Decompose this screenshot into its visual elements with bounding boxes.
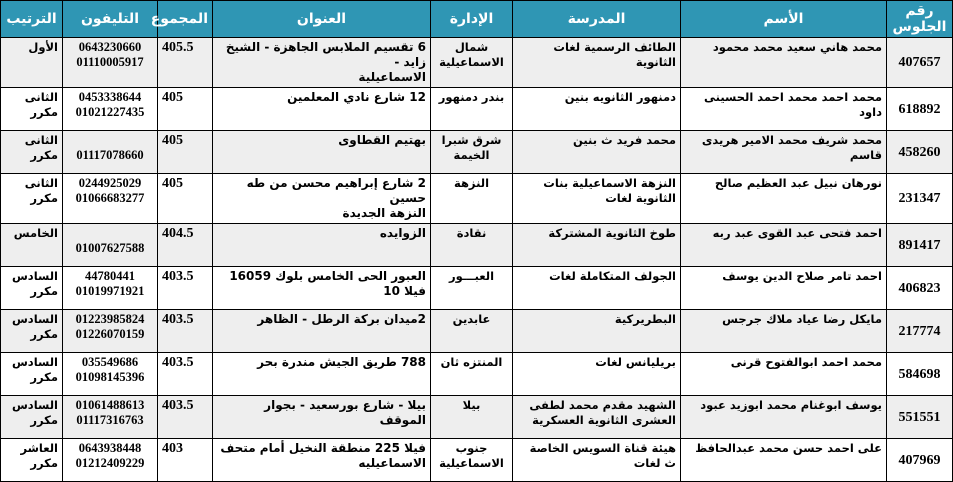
cell-seat: 584698 (887, 353, 953, 396)
header-school: المدرسة (513, 1, 681, 38)
cell-line: 0244925029 (78, 176, 142, 190)
cell-line: 01223985824 (75, 312, 145, 326)
cell-line: 01117316763 (76, 413, 144, 427)
cell-school (513, 396, 681, 439)
table-row (1, 353, 953, 396)
cell-line: مكرر (30, 370, 58, 384)
cell-seat: 407657 (887, 38, 953, 88)
cell-line: 01098145396 (75, 370, 145, 384)
cell-seat: 407969 (887, 439, 953, 482)
cell-address (213, 174, 431, 224)
cell-line: احمد فتحى عبد القوى عبد ربه (712, 226, 882, 240)
cell-line: 44780441 (85, 269, 135, 283)
cell-admin (431, 439, 513, 482)
cell-rank (1, 267, 63, 310)
cell-line (67, 133, 153, 148)
cell-line: العاشر (20, 441, 58, 455)
cell-line: 788 طريق الجيش مندرة بحر (257, 355, 426, 369)
cell-seat: 217774 (887, 310, 953, 353)
cell-line: 0643938448 (78, 441, 142, 455)
cell-address (213, 267, 431, 310)
cell-line: الزوايده (379, 226, 426, 240)
cell-rank (1, 396, 63, 439)
cell-admin (431, 310, 513, 353)
cell-total: 405 (158, 88, 213, 131)
header-name: الأسم (681, 1, 887, 38)
cell-admin (431, 38, 513, 88)
cell-line: محمد احمد محمد احمد الحسينى داود (704, 90, 882, 119)
cell-line: بندر دمنهور (438, 90, 505, 104)
cell-line: 01110005917 (76, 55, 144, 69)
cell-phone (63, 174, 158, 224)
cell-line: 12 شارع نادي المعلمين (287, 90, 426, 104)
cell-line: 2ميدان بركة الرطل - الظاهر (257, 312, 426, 326)
cell-line (67, 226, 153, 241)
table-row (1, 88, 953, 131)
cell-line: الأول (28, 40, 58, 54)
cell-phone (63, 439, 158, 482)
cell-name (681, 88, 887, 131)
cell-name (681, 267, 887, 310)
cell-line: احمد تامر صلاح الدين يوسف (722, 269, 882, 283)
cell-total: 403.5 (158, 267, 213, 310)
cell-address (213, 88, 431, 131)
cell-name (681, 38, 887, 88)
cell-school (513, 224, 681, 267)
cell-school (513, 439, 681, 482)
table-row (1, 224, 953, 267)
cell-seat: 406823 (887, 267, 953, 310)
cell-line: المنتزه ثان (440, 355, 503, 369)
table-row (1, 131, 953, 174)
cell-name (681, 310, 887, 353)
cell-line: 2 شارع إبراهيم محسن من طه حسين (246, 176, 426, 205)
cell-line: قاسم (849, 148, 882, 162)
cell-total: 403.5 (158, 310, 213, 353)
cell-line: النزهة الاسماعيلية بنات (543, 176, 676, 190)
cell-line: العشرى الثانوية العسكرية (532, 413, 676, 427)
cell-seat: 891417 (887, 224, 953, 267)
cell-line: العبور الحى الخامس بلوك 16059 فيلا 10 (229, 269, 426, 298)
cell-line: الثانوية لغات (605, 191, 676, 205)
table-row (1, 267, 953, 310)
header-seat: رقم الجلوس (887, 1, 953, 38)
cell-line: البطريركية (614, 312, 676, 326)
cell-name (681, 131, 887, 174)
cell-rank (1, 88, 63, 131)
cell-rank (1, 38, 63, 88)
cell-address (213, 310, 431, 353)
cell-name (681, 396, 887, 439)
cell-line: السادس (11, 312, 58, 326)
cell-line: 035549686 (81, 355, 139, 369)
cell-line: الطائف الرسمية لغات الثانوية (553, 40, 676, 69)
cell-line: نورهان نبيل عبد العظيم صالح (714, 176, 882, 190)
cell-phone (63, 88, 158, 131)
cell-admin (431, 174, 513, 224)
cell-line: مكرر (30, 413, 58, 427)
cell-admin (431, 224, 513, 267)
header-admin: الإدارة (431, 1, 513, 38)
cell-line: على احمد حسن محمد عبدالحافظ (695, 441, 882, 455)
cell-line: 01021227435 (75, 105, 145, 119)
table-row (1, 174, 953, 224)
cell-line: الاسماعيليه (358, 456, 426, 470)
cell-phone (63, 353, 158, 396)
cell-name (681, 224, 887, 267)
cell-line: يوسف ابوغنام محمد ابوزيد عبود (700, 398, 882, 412)
cell-line: هيئة قناة السويس الخاصة (529, 441, 676, 455)
cell-admin (431, 396, 513, 439)
cell-line: شرق شبرا (441, 133, 502, 147)
cell-address (213, 224, 431, 267)
cell-school (513, 38, 681, 88)
cell-line: 01226070159 (75, 327, 145, 341)
cell-line: الجولف المتكاملة لغات (549, 269, 676, 283)
cell-line: بهتيم القطاوى (338, 133, 426, 147)
cell-line: طوخ الثانوية المشتركة (548, 226, 676, 240)
cell-line: 01066683277 (75, 191, 145, 205)
cell-school (513, 267, 681, 310)
cell-line: مكرر (30, 284, 58, 298)
cell-admin (431, 267, 513, 310)
cell-line: 01007627588 (75, 241, 145, 255)
header-row (1, 1, 953, 38)
cell-line: مكرر (30, 327, 58, 341)
cell-line: 6 تقسيم الملابس الجاهزة - الشيخ زايد - (225, 40, 426, 69)
cell-seat: 551551 (887, 396, 953, 439)
cell-phone (63, 224, 158, 267)
cell-line: مكرر (30, 148, 58, 162)
cell-line: محمد احمد ابوالفتوح قرنى (730, 355, 882, 369)
cell-line: الثانى (24, 176, 58, 190)
cell-name (681, 174, 887, 224)
cell-address (213, 439, 431, 482)
table-row (1, 396, 953, 439)
table-row (1, 38, 953, 88)
cell-line: محمد فريد ث بنين (572, 133, 676, 147)
cell-line: 0453338644 (78, 90, 142, 104)
cell-line: النزهة (453, 176, 490, 190)
cell-line: بيلا - شارع بورسعيد - بجوار الموقف (264, 398, 426, 427)
cell-line: مايكل رضا عياد ملاك جرجس (722, 312, 882, 326)
cell-admin (431, 353, 513, 396)
cell-phone (63, 38, 158, 88)
table-row (1, 310, 953, 353)
cell-rank (1, 439, 63, 482)
cell-line: الخامس (13, 226, 58, 240)
cell-address (213, 38, 431, 88)
header-total: المجموع (158, 1, 213, 38)
cell-line: ث لغات (633, 456, 676, 470)
cell-line: بيلا (462, 398, 481, 412)
header-rank: الترتيب (1, 1, 63, 38)
cell-line: العبـــور (448, 269, 495, 283)
cell-total: 405.5 (158, 38, 213, 88)
cell-line: السادس (11, 355, 58, 369)
cell-line: 01019971921 (75, 284, 145, 298)
cell-total: 403.5 (158, 396, 213, 439)
cell-total: 403 (158, 439, 213, 482)
cell-phone (63, 267, 158, 310)
table-row (1, 439, 953, 482)
cell-school (513, 174, 681, 224)
cell-seat: 458260 (887, 131, 953, 174)
cell-seat: 618892 (887, 88, 953, 131)
cell-line: 01061488613 (75, 398, 145, 412)
cell-phone (63, 310, 158, 353)
cell-name (681, 353, 887, 396)
cell-rank (1, 174, 63, 224)
cell-line: الاسماعيلية (439, 456, 504, 470)
cell-total: 405 (158, 131, 213, 174)
cell-line: شمال (454, 40, 489, 54)
cell-phone (63, 396, 158, 439)
cell-line: السادس (11, 398, 58, 412)
cell-line: 0643230660 (78, 40, 142, 54)
cell-line: 01212409229 (75, 456, 145, 470)
cell-admin (431, 131, 513, 174)
cell-line: محمد شريف محمد الامير هريدى (701, 133, 882, 147)
cell-line: عابدين (452, 312, 491, 326)
cell-total: 403.5 (158, 353, 213, 396)
cell-phone (63, 131, 158, 174)
cell-rank (1, 310, 63, 353)
cell-line: الشهيد مقدم محمد لطفى (529, 398, 676, 412)
cell-school (513, 353, 681, 396)
cell-school (513, 131, 681, 174)
cell-line: مكرر (30, 105, 58, 119)
table-body (1, 38, 953, 482)
cell-seat: 231347 (887, 174, 953, 224)
cell-line: مكرر (30, 191, 58, 205)
header-phone: التليفون (63, 1, 158, 38)
cell-school (513, 310, 681, 353)
cell-line: النزهة الجديدة (342, 206, 426, 220)
cell-total: 405 (158, 174, 213, 224)
cell-line: الاسماعيلية (439, 55, 504, 69)
cell-line: بريليانس لغات (595, 355, 676, 369)
cell-line: السادس (11, 269, 58, 283)
cell-line: الخيمة (453, 148, 490, 162)
cell-line: دمنهور الثانويه بنين (564, 90, 676, 104)
cell-address (213, 131, 431, 174)
cell-line: محمد هاني سعيد محمد محمود (712, 40, 882, 54)
cell-address (213, 353, 431, 396)
cell-line: جنوب (455, 441, 488, 455)
cell-school (513, 88, 681, 131)
header-address: العنوان (213, 1, 431, 38)
cell-line: الاسماعيلية (358, 70, 426, 84)
cell-rank (1, 353, 63, 396)
cell-total: 404.5 (158, 224, 213, 267)
cell-line: الثانى (24, 133, 58, 147)
cell-address (213, 396, 431, 439)
cell-rank (1, 224, 63, 267)
cell-line: 01117078660 (76, 148, 144, 162)
cell-line: الثانى (24, 90, 58, 104)
cell-admin (431, 88, 513, 131)
cell-name (681, 439, 887, 482)
cell-line: مكرر (30, 456, 58, 470)
cell-line: فيلا 225 منطقة النخيل أمام متحف (220, 441, 426, 455)
cell-line: نقادة (456, 226, 487, 240)
cell-rank (1, 131, 63, 174)
